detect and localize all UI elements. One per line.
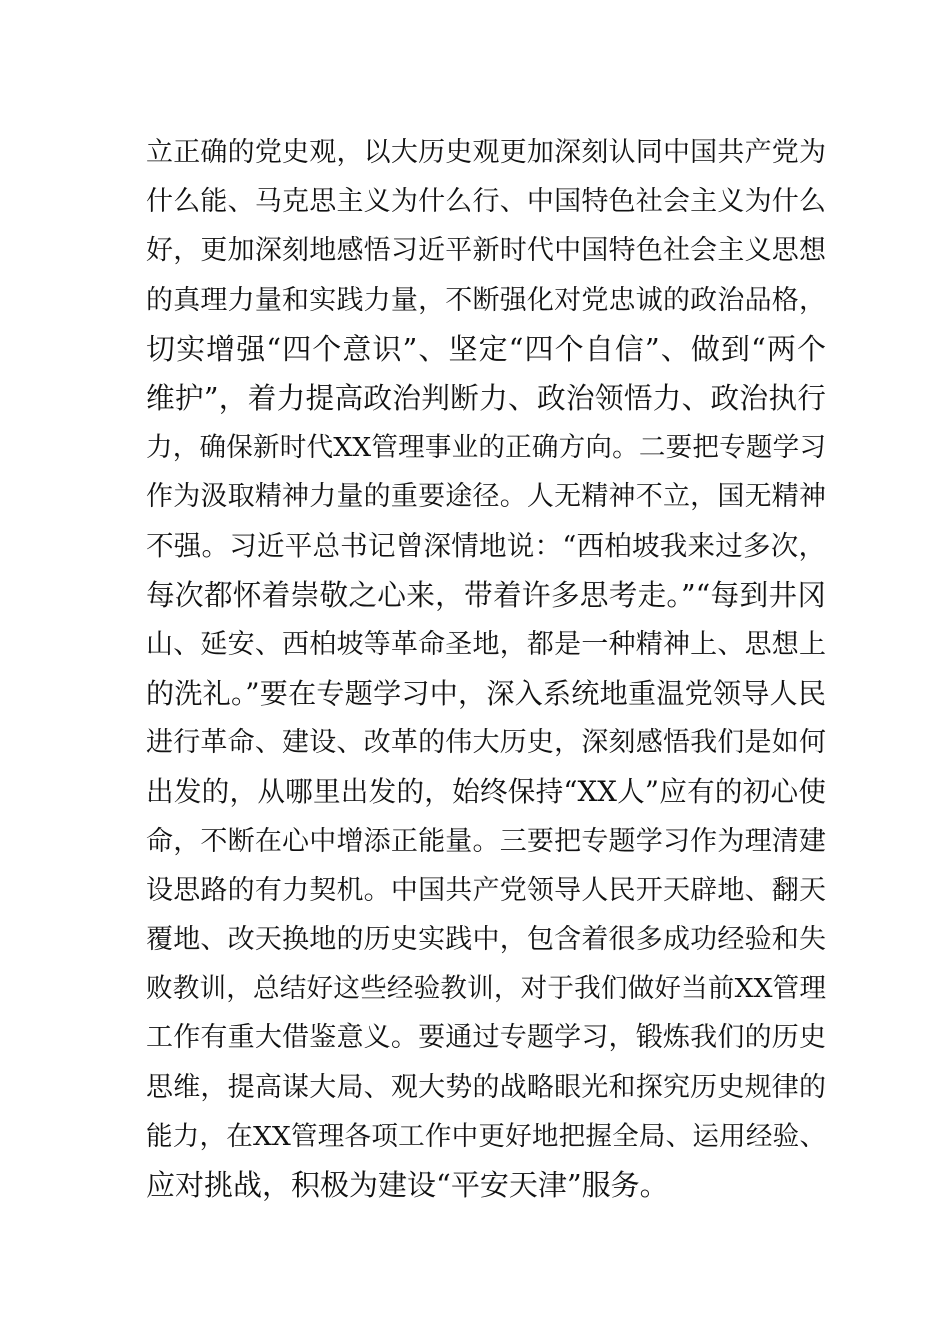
text-line: 不强。习近平总书记曾深情地说：“西柏坡我来过多次， — [146, 529, 826, 562]
text-line: 设思路的有力契机。中国共产党领导人民开天辟地、翻天 — [146, 874, 826, 906]
text-line: 每次都怀着崇敬之心来，带着许多思考走。”“每到井冈 — [146, 577, 826, 612]
text-line: 山、延安、西柏坡等革命圣地，都是一种精神上、思想上 — [146, 628, 826, 660]
text-line: 作为汲取精神力量的重要途径。人无精神不立，国无精神 — [146, 481, 826, 513]
text-line: 切实增强“四个意识”、坚定“四个自信”、做到“两个 — [146, 331, 826, 366]
text-line: 维护”，着力提高政治判断力、政治领悟力、政治执行 — [146, 380, 826, 415]
text-line: 思维，提高谋大局、观大势的战略眼光和探究历史规律的 — [146, 1071, 826, 1103]
text-line: 覆地、改天换地的历史实践中，包含着很多成功经验和失 — [146, 924, 826, 955]
text-line: 工作有重大借鉴意义。要通过专题学习，锻炼我们的历史 — [146, 1022, 826, 1054]
text-line: 应对挑战，积极为建设“平安天津”服务。 — [146, 1167, 669, 1202]
text-line: 败教训，总结好这些经验教训，对于我们做好当前XX管理 — [146, 973, 826, 1005]
text-line: 立正确的党史观，以大历史观更加深刻认同中国共产党为 — [146, 137, 826, 168]
body-paragraph — [146, 128, 826, 1210]
text-line: 好，更加深刻地感悟习近平新时代中国特色社会主义思想 — [146, 235, 826, 267]
text-line: 能力，在XX管理各项工作中更好地把握全局、运用经验、 — [146, 1120, 826, 1152]
text-line: 进行革命、建设、改革的伟大历史，深刻感悟我们是如何 — [146, 727, 826, 759]
text-line: 出发的，从哪里出发的，始终保持“XX人”应有的初心使 — [146, 775, 826, 809]
text-line: 的真理力量和实践力量，不断强化对党忠诚的政治品格， — [146, 284, 826, 316]
text-line: 的洗礼。”要在专题学习中，深入系统地重温党领导人民 — [146, 677, 826, 711]
text-line: 什么能、马克思主义为什么行、中国特色社会主义为什么 — [146, 186, 826, 218]
text-line: 命，不断在心中增添正能量。三要把专题学习作为理清建 — [146, 825, 826, 857]
text-line: 力，确保新时代XX管理事业的正确方向。二要把专题学习 — [146, 432, 826, 464]
